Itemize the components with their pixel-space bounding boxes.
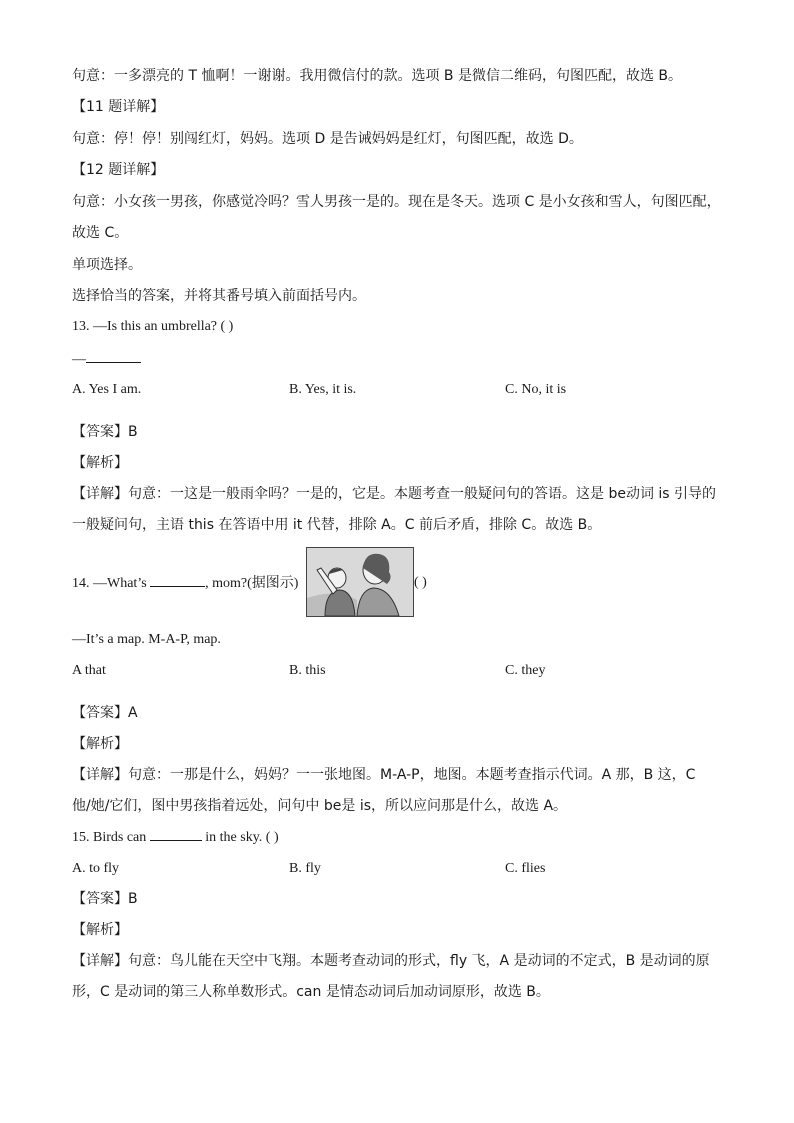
stem-end: in the sky. ( ) [205,830,279,845]
answer-blank [150,574,205,587]
question-13-option-b: B. Yes, it is. [289,382,357,397]
text-line: 句意：停！停！别闯红灯，妈妈。选项 D 是告诫妈妈是红灯，句图匹配，故选 D。 [72,131,583,147]
question-14-option-b: B. this [289,663,326,678]
question-15-option-a: A. to fly [72,861,120,876]
question-14-option-a: A that [72,663,106,678]
text-line: 句意：一多漂亮的 T 恤啊！一谢谢。我用微信付的款。选项 B 是微信二维码，句图匹配，故选 B。 [72,68,683,84]
detail-line: 他/她/它们，图中男孩指着远处，问句中 be是 is，所以应问那是什么，故选 A。 [72,798,568,814]
detail-line: 一般疑问句，主语 this 在答语中用 it 代替，排除 A。C 前后矛盾，排除 C。故选 B。 [72,517,602,533]
answer-label: 【答案】B [72,891,138,907]
detail-line: 【详解】句意：鸟儿能在天空中飞翔。本题考查动词的形式，fly 飞，A 是动词的不定式，B 是动词的原 [72,953,710,969]
answer-blank [86,350,141,363]
question-13-reply [72,350,141,369]
section-heading: 【12 题详解】 [72,162,165,178]
analysis-label: 【解析】 [72,922,128,938]
section-heading: 【11 题详解】 [72,99,165,115]
stem-end: , mom?(据图示) [205,576,299,591]
question-14-paren: ( ) [414,575,427,590]
question-14-stem [72,574,298,593]
question-15-stem [72,828,279,847]
instruction: 选择恰当的答案，并将其番号填入前面括号内。 [72,288,366,304]
detail-line: 【详解】句意：一这是一般雨伞吗？一是的，它是。本题考查一般疑问句的答语。这是 be动词 is 引导的 [72,486,717,502]
analysis-label: 【解析】 [72,736,128,752]
reply-dash: — [72,352,86,367]
question-15-option-b: B. fly [289,861,321,876]
stem-start: 15. Birds can [72,830,147,845]
question-14-reply: —It’s a map. M-A-P, map. [72,632,221,647]
question-14-option-c: C. they [505,663,546,678]
illustration-svg [307,548,413,616]
answer-blank [150,828,202,841]
answer-label: 【答案】A [72,705,138,721]
detail-line: 【详解】句意：一那是什么，妈妈？一一张地图。M-A-P，地图。本题考查指示代词。A 那，B 这，C [72,767,696,783]
detail-line: 形，C 是动词的第三人称单数形式。can 是情态动词后加动词原形，故选 B。 [72,984,550,1000]
question-15-option-c: C. flies [505,861,546,876]
stem-start: 14. —What’s [72,576,147,591]
question-13-option-c: C. No, it is [505,382,567,397]
analysis-label: 【解析】 [72,455,128,471]
text-line: 故选 C。 [72,225,129,241]
mother-child-illustration [306,547,414,617]
answer-label: 【答案】B [72,424,138,440]
text-line: 句意：小女孩一男孩，你感觉冷吗？雪人男孩一是的。现在是冬天。选项 C 是小女孩和雪人，句图匹配， [72,194,721,210]
section-title: 单项选择。 [72,257,142,273]
question-13-stem: 13. —Is this an umbrella? ( ) [72,319,234,334]
question-13-option-a: A. Yes I am. [72,382,142,397]
